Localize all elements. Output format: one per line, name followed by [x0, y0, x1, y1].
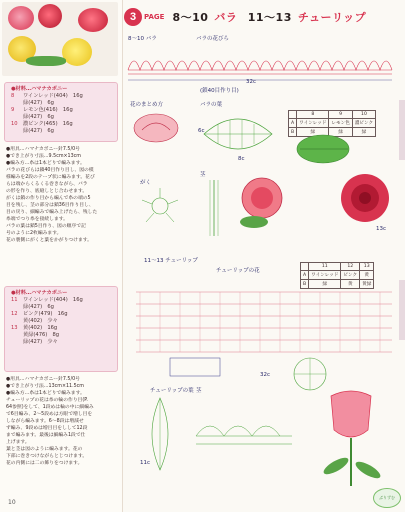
- rose-final-size: 13c: [376, 226, 387, 232]
- leaf-image: [26, 56, 66, 66]
- finish-label: 花のまとめ方: [130, 102, 164, 108]
- material-row: 12 ピンク(479) 16g: [11, 311, 68, 317]
- leaf-height-label: 6c: [198, 128, 205, 134]
- rose-materials-box: [4, 82, 118, 142]
- tulip-color-table: 11 12 13 A ワインレッド ピンク 黄 B 緑 黄 黄緑: [300, 262, 374, 289]
- side-index-tab: [399, 280, 405, 340]
- material-row: 緑(427) 6g: [23, 304, 54, 310]
- left-column: [0, 0, 123, 512]
- tulip-leaf-label: チューリップの葉: [150, 388, 194, 394]
- tulip-side-label: 11c: [140, 460, 151, 466]
- petal-chart-diagram: [124, 40, 400, 86]
- material-row: 13 黄(402) 16g: [11, 325, 58, 331]
- material-row: 緑(427) 少々: [23, 339, 58, 345]
- leaf-chart-diagram: [198, 108, 278, 160]
- tulip-materials-box: [4, 286, 118, 372]
- publisher-logo: ぷりずむ: [373, 488, 401, 508]
- side-index-tab: [399, 100, 405, 160]
- leaf-label: バラの葉: [200, 102, 223, 108]
- stem-diagram: [200, 178, 230, 238]
- page-header: [124, 8, 402, 26]
- tulip-stem-diagram: [190, 396, 298, 476]
- tulip-stem-label: 茎: [196, 388, 202, 394]
- leaf-width-label: 8c: [238, 156, 245, 162]
- rose-instructions: ●用具…ハマナカボニー針7.5/0号 ●でき上がり寸法…9.5cm×13cm ●編み方…糸は1本どりで編みます。 バラの花びらは鎖40目作り目し、図の模 様編みを2段のテープ状に編みます。花び らは端からくるくる巻きながら、バラ の形を作り、底縫しとじ合わせます。 がくは鎖の作り目から編んで糸の端の5 目を残し、茎の部分は鎖36目作り目し、 目の戻り、細編みで編み上げたら、残した 糸端でつり糸を接続します。 バラの葉は鎖5目作り、図の順序で記 号のように2枚編みます。 花の裏側にがくと葉をかがりつけます。: [6, 147, 98, 243]
- page-title: 8〜10 バラ 11〜13 チューリップ: [172, 11, 367, 24]
- material-row: 緑(427) 6g: [23, 114, 54, 120]
- tulip-width-label: 32c: [260, 372, 271, 378]
- rose-red2-image: [78, 8, 108, 32]
- rose-finish-drawing: [128, 108, 188, 148]
- tulip-flower-label: チューリップの花: [216, 268, 260, 274]
- section-rose-label: 8〜10 バラ: [128, 36, 157, 42]
- page-word: PAGE: [144, 13, 165, 21]
- section-tulip-label: 11〜13 チューリップ: [144, 258, 198, 264]
- petal-chain-label: (鎖40目作り目): [200, 88, 239, 94]
- stem-label: 茎: [200, 172, 206, 178]
- tulip-instructions: ●用具…ハマナカボニー針7.5/0号 ●でき上がり寸法…13cm×11.5cm ●編み方…糸は1本どりで編みます。 チューリップの花は糸の輪の作り目(P. 64参照)をして、1段めは輪の中に細編み で6目編み、2〜5段めは方眼で増し目を しながら編みます。6〜8段は増減せ ず編み、9段めは増目目をしして12段 まで編みます。最後は細編み1段で仕 上げます。 葉と茎は図のように編みます。花の 下部に巻きつけながらとじつけます。 花の内側には二の飾りをつけます。: [6, 377, 94, 466]
- rose-color-table: 8 9 10 A ワインレッド レモン色 濃ピンク B 緑 緑 緑: [288, 110, 376, 137]
- rose-photo-pink: [232, 170, 292, 234]
- material-row: 緑(427) 6g: [23, 128, 54, 134]
- tulip-materials-heading: ●材料…ハマナカボニー: [11, 290, 68, 296]
- material-row: 8 ワインレッド(404) 16g: [11, 93, 83, 99]
- material-row: 緑(427) 6g: [23, 100, 54, 106]
- page-badge: 3: [124, 8, 142, 26]
- petal-width-label: 32c: [246, 79, 257, 85]
- rose-materials-heading: ●材料…ハマナカボニー: [11, 86, 68, 92]
- tulip-photo: [306, 386, 396, 496]
- page-number: 10: [8, 499, 16, 506]
- rose-pink-image: [8, 6, 34, 30]
- calyx-diagram: [138, 186, 182, 226]
- rose-photo-red: [330, 170, 400, 228]
- material-row: 9 レモン色(416) 16g: [11, 107, 73, 113]
- photo-roses: [2, 2, 118, 76]
- material-row: 10 濃ピンク(465) 16g: [11, 121, 73, 127]
- rose-yellow2-image: [62, 38, 92, 66]
- rose-leaf-photo: [290, 130, 356, 168]
- material-row: 黄緑(476) 8g: [23, 332, 60, 338]
- material-row: 黄(402) 少々: [23, 318, 58, 324]
- material-row: 11 ワインレッド(404) 16g: [11, 297, 83, 303]
- section-petal-label: バラの花びら: [196, 36, 230, 42]
- calyx-label: がく: [140, 180, 152, 186]
- rose-red-image: [38, 4, 62, 28]
